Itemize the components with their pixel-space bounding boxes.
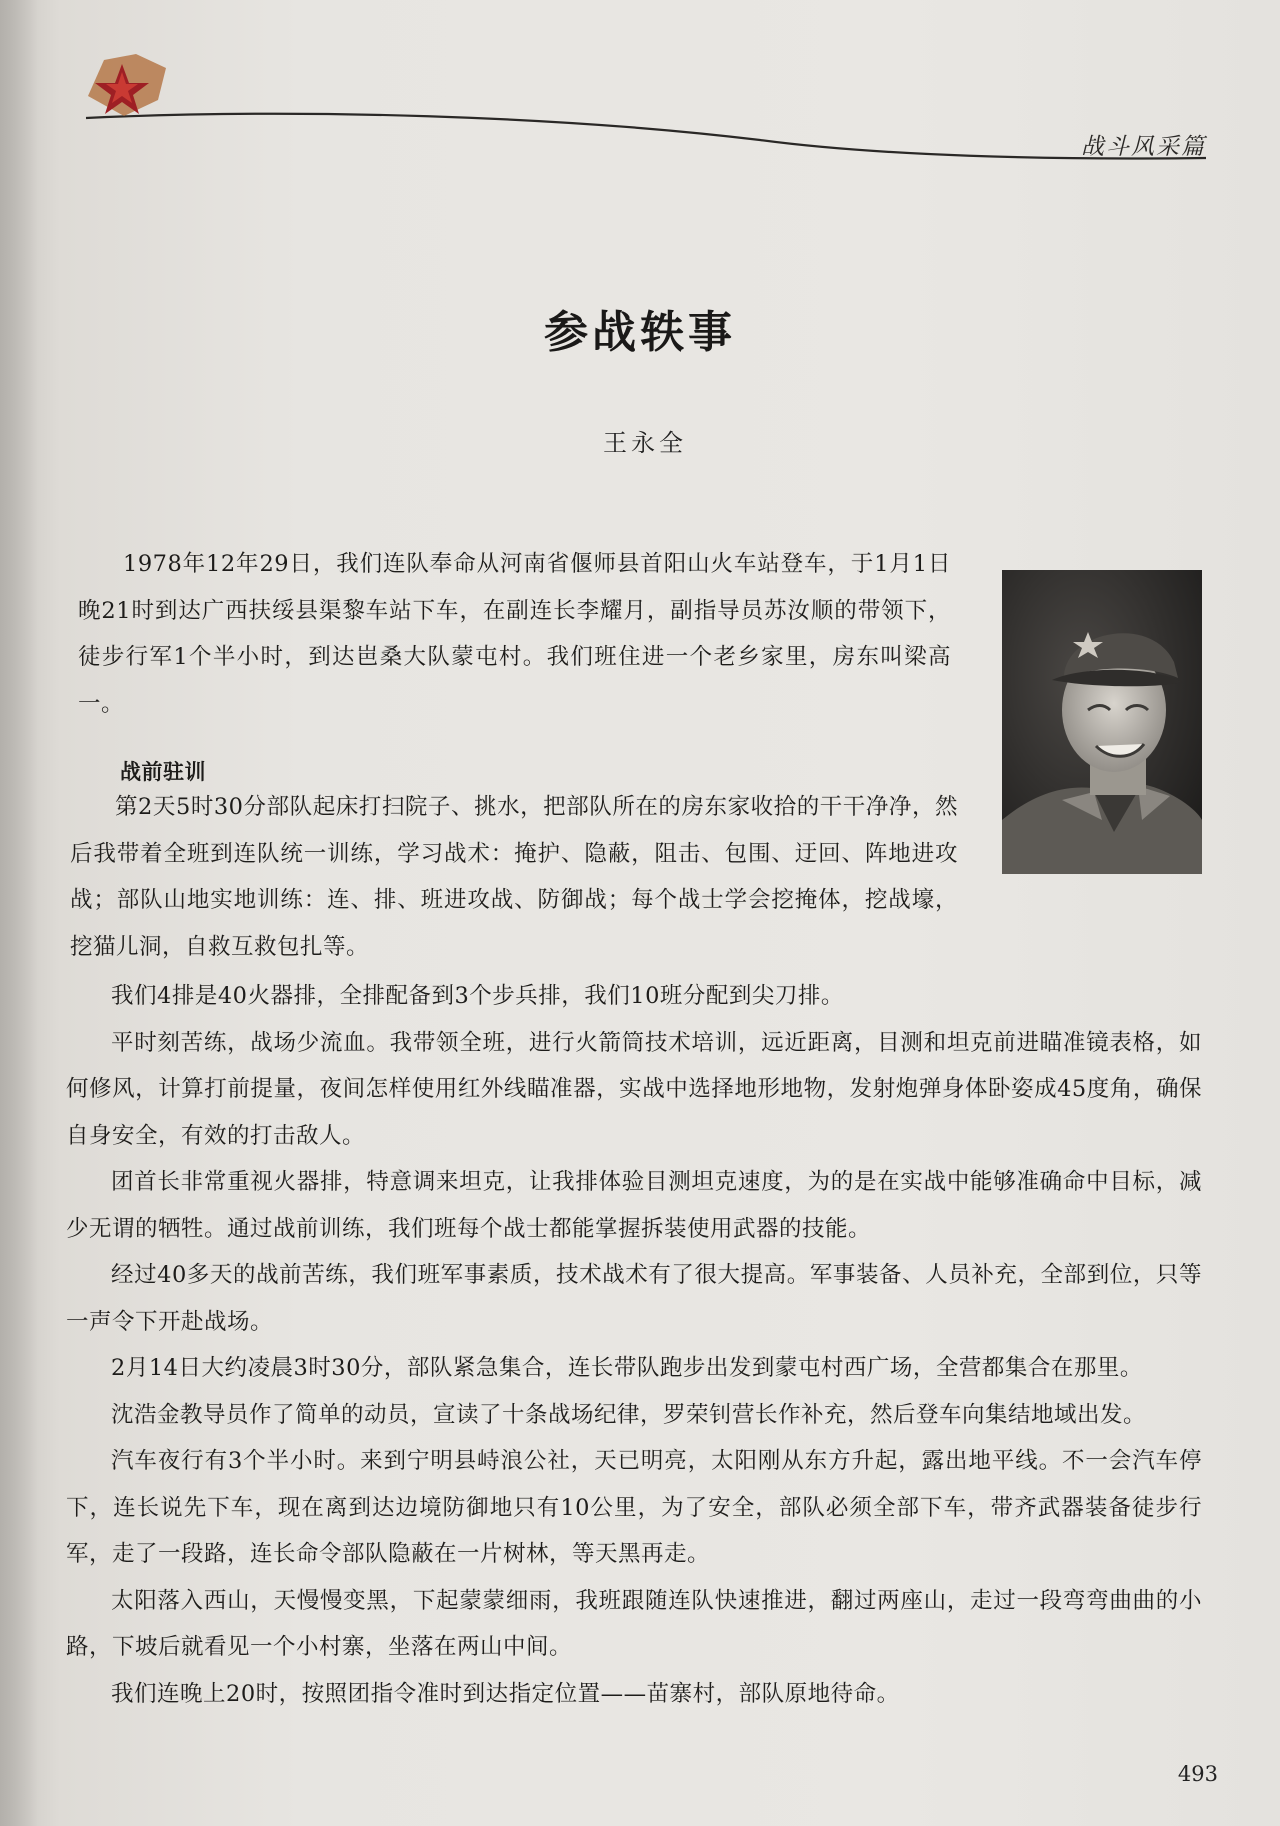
portrait-illustration — [1002, 570, 1202, 874]
intro-block — [78, 541, 951, 796]
intro-paragraph: 1978年12年29日，我们连队奉命从河南省偃师县首阳山火车站登车，于1月1日晚21时到达广西扶绥县渠黎车站下车，在副连长李耀月，副指导员苏汝顺的带领下，徒步行军1个半小时，到达岜桑大队蒙屯村。我们班住进一个老乡家里，房东叫梁高一。 — [78, 551, 951, 717]
body-paragraph: 我们4排是40火器排，全排配备到3个步兵排，我们10班分配到尖刀排。 — [111, 983, 844, 1009]
section-heading: 战前驻训 — [120, 760, 206, 784]
body-paragraph: 汽车夜行有3个半小时。来到宁明县峙浪公社，天已明亮，太阳刚从东方升起，露出地平线。不一会汽车停下，连长说先下车，现在离到达边境防御地只有10公里，为了安全，部队必须全部下车，带齐武器装备徒步行军，走了一段路，连长命令部队隐蔽在一片树林，等天黑再走。 — [66, 1448, 1202, 1567]
paragraph-block-1 — [70, 784, 958, 970]
author-portrait-photo — [1002, 570, 1202, 874]
body-paragraph: 2月14日大约凌晨3时30分，部队紧急集合，连长带队跑步出发到蒙屯村西广场，全营都集合在那里。 — [111, 1355, 1143, 1381]
body-paragraph: 沈浩金教导员作了简单的动员，宣读了十条战场纪律，罗荣钊营长作补充，然后登车向集结地域出发。 — [111, 1401, 1147, 1428]
body-paragraph: 平时刻苦练，战场少流血。我带领全班，进行火箭筒技术培训，远近距离，目测和坦克前进瞄准镜表格，如何修风，计算打前提量，夜间怎样使用红外线瞄准器，实战中选择地形地物，发射炮弹身体卧姿成45度角，确保自身安全，有效的打击敌人。 — [66, 1029, 1202, 1149]
article-author: 王永全 — [603, 429, 687, 457]
army-star-emblem — [84, 50, 168, 120]
paragraph-block-2 — [66, 973, 1202, 1717]
body-paragraph: 经过40多天的战前苦练，我们班军事素质，技术战术有了很大提高。军事装备、人员补充，全部到位，只等一声令下开赴战场。 — [66, 1262, 1202, 1335]
article-title: 参战轶事 — [544, 307, 736, 358]
body-paragraph: 太阳落入西山，天慢慢变黑，下起蒙蒙细雨，我班跟随连队快速推进，翻过两座山，走过一段弯弯曲曲的小路，下坡后就看见一个小村寨，坐落在两山中间。 — [66, 1587, 1202, 1660]
body-paragraph: 我们连晚上20时，按照团指令准时到达指定位置——苗寨村，部队原地待命。 — [111, 1680, 900, 1707]
section-tag: 战斗风采篇 — [1081, 134, 1206, 160]
spine-shadow — [0, 0, 38, 1826]
body-paragraph: 第2天5时30分部队起床打扫院子、挑水，把部队所在的房东家收拾的干干净净，然后我带着全班到连队统一训练，学习战术：掩护、隐蔽，阻击、包围、迂回、阵地进攻战；部队山地实地训练：连、排、班进攻战、防御战；每个战士学会挖掩体，挖战壕，挖猫儿洞，自救互救包扎等。 — [70, 794, 958, 960]
body-paragraph: 团首长非常重视火器排，特意调来坦克，让我排体验目测坦克速度，为的是在实战中能够准确命中目标，减少无谓的牺牲。通过战前训练，我们班每个战士都能掌握拆装使用武器的技能。 — [66, 1169, 1202, 1242]
page-number: 493 — [1177, 1762, 1218, 1786]
